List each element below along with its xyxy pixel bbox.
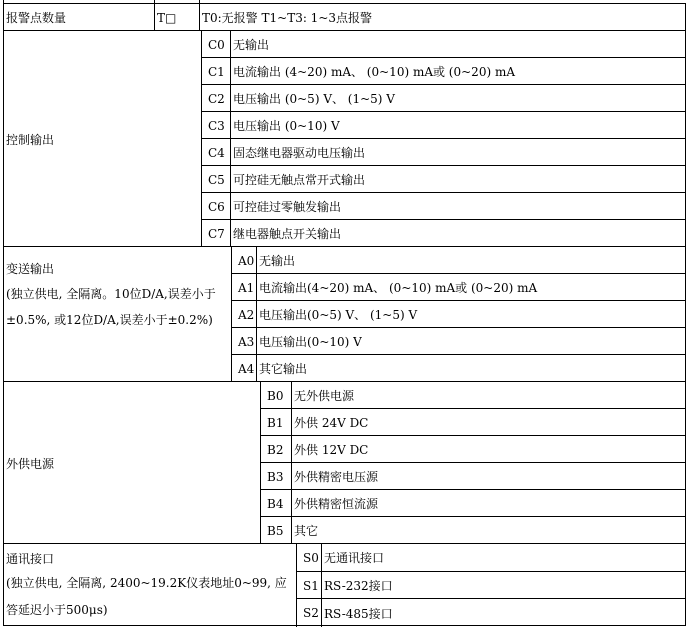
transmit-output-code: A1 <box>231 273 257 301</box>
comm-label: 通讯接口 <box>6 552 55 566</box>
control-output-code: C2 <box>201 84 231 112</box>
control-output-desc: 电压输出 (0~5) V、 (1~5) V <box>230 84 686 112</box>
control-output-code: C4 <box>201 138 231 166</box>
control-output-desc: 固态继电器驱动电压输出 <box>230 138 686 166</box>
power-supply-code: B1 <box>260 408 292 436</box>
transmit-output-label: 变送输出 <box>6 262 55 276</box>
comm-desc: 无通讯接口 <box>321 543 686 572</box>
control-output-code: C6 <box>201 192 231 220</box>
power-supply-label: 外供电源 <box>3 381 261 544</box>
transmit-output-note: (独立供电, 全隔离。10位D/A,误差小于±0.5%, 或12位D/A,误差小于±0.2%) <box>6 287 216 327</box>
control-output-desc: 可控硅无触点常开式输出 <box>230 165 686 193</box>
control-output-label: 控制输出 <box>3 30 202 247</box>
power-supply-desc: 无外供电源 <box>291 381 686 409</box>
comm-desc: RS-485接口 <box>321 598 686 627</box>
transmit-output-code: A3 <box>231 327 257 355</box>
control-output-code: C7 <box>201 219 231 247</box>
control-output-code: C1 <box>201 57 231 85</box>
control-output-desc: 继电器触点开关输出 <box>230 219 686 247</box>
transmit-output-code: A0 <box>231 246 257 274</box>
control-output-desc: 可控硅过零触发输出 <box>230 192 686 220</box>
transmit-output-desc: 电压输出(0~10) V <box>256 327 686 355</box>
power-supply-code: B4 <box>260 489 292 517</box>
power-supply-code: B0 <box>260 381 292 409</box>
power-supply-desc: 外供精密恒流源 <box>291 489 686 517</box>
comm-group <box>3 543 297 626</box>
control-output-desc: 无输出 <box>230 30 686 58</box>
transmit-output-code: A4 <box>231 354 257 382</box>
control-output-desc: 电压输出 (0~10) V <box>230 111 686 139</box>
power-supply-code: B3 <box>260 462 292 490</box>
control-output-code: C0 <box>201 30 231 58</box>
alarm-code: T□ <box>154 3 200 31</box>
table-right-border <box>685 3 686 626</box>
power-supply-desc: 外供 12V DC <box>291 435 686 463</box>
comm-note: (独立供电, 全隔离, 2400~19.2K仪表地址0~99, 应答延迟小于500μs) <box>6 576 287 617</box>
transmit-output-code: A2 <box>231 300 257 328</box>
power-supply-code: B2 <box>260 435 292 463</box>
power-supply-desc: 外供精密电压源 <box>291 462 686 490</box>
control-output-desc: 电流输出 (4~20) mA、 (0~10) mA或 (0~20) mA <box>230 57 686 85</box>
transmit-output-desc: 电压输出(0~5) V、 (1~5) V <box>256 300 686 328</box>
control-output-code: C5 <box>201 165 231 193</box>
comm-desc: RS-232接口 <box>321 571 686 600</box>
transmit-output-desc: 无输出 <box>256 246 686 274</box>
power-supply-desc: 外供 24V DC <box>291 408 686 436</box>
alarm-desc: T0:无报警 T1~T3: 1~3点报警 <box>199 3 685 31</box>
power-supply-desc: 其它 <box>291 516 686 544</box>
transmit-output-desc: 其它输出 <box>256 354 686 382</box>
alarm-label: 报警点数量 <box>3 3 155 31</box>
comm-code: S2 <box>296 598 322 627</box>
power-supply-code: B5 <box>260 516 292 544</box>
transmit-output-group <box>3 246 232 382</box>
transmit-output-desc: 电流输出(4~20) mA、 (0~10) mA或 (0~20) mA <box>256 273 686 301</box>
comm-code: S1 <box>296 571 322 600</box>
comm-code: S0 <box>296 543 322 572</box>
control-output-code: C3 <box>201 111 231 139</box>
